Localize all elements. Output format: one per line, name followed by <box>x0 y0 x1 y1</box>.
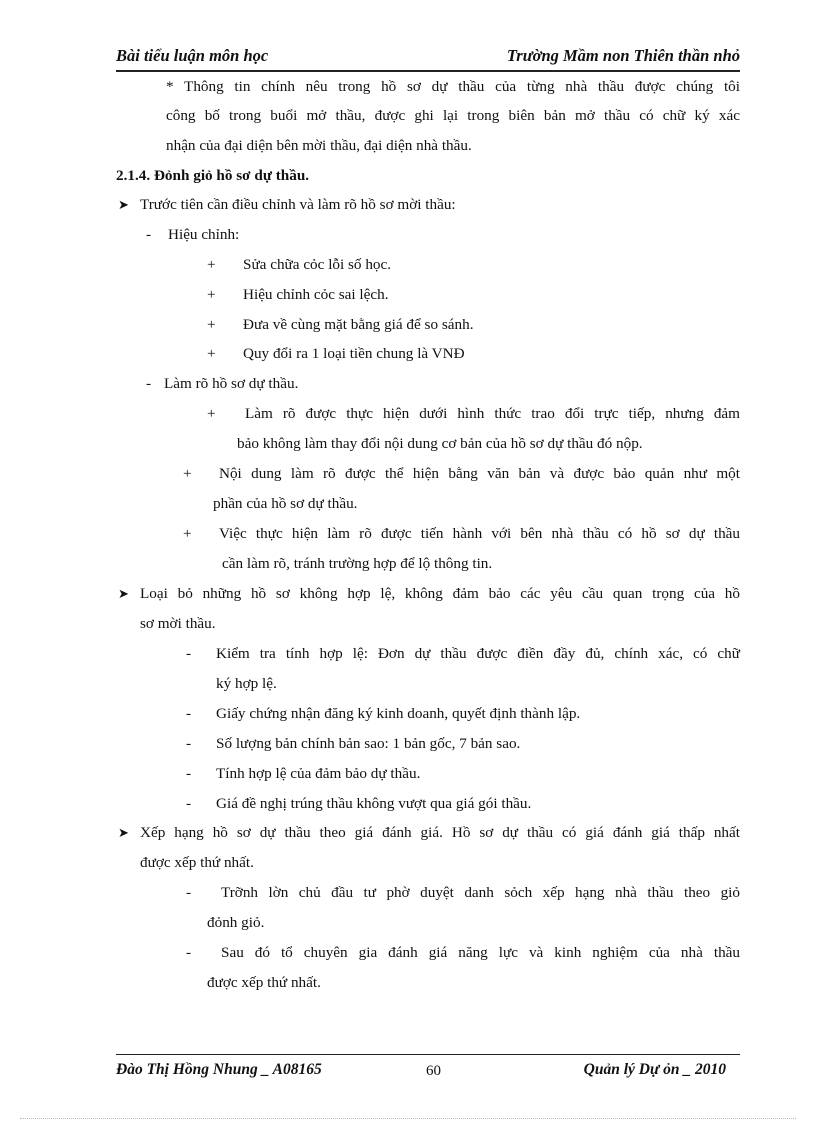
list-item: Đưa về cùng mặt bằng giá để so sánh. <box>243 316 474 333</box>
footer-author: Đào Thị Hồng Nhung _ A08165 <box>116 1061 322 1078</box>
footer-subject: Quản lý Dự ỏn _ 2010 <box>583 1061 726 1078</box>
header-school: Trường Mầm non Thiên thần nhỏ <box>506 46 740 65</box>
list-item: Tính hợp lệ của đảm bảo dự thầu. <box>216 765 421 782</box>
list-item-cont: bảo không làm thay đổi nội dung cơ bản của hồ sơ dự thầu đó nộp. <box>237 435 643 452</box>
list-item: Làm rõ được thực hiện dưới hình thức trao đổi trực tiếp, nhưng đảm <box>245 405 740 422</box>
dash-icon: - <box>186 944 192 961</box>
bullet-1-sub-1: Hiệu chỉnh: <box>168 226 240 243</box>
plus-icon: + <box>207 405 216 422</box>
plus-icon: + <box>207 316 216 333</box>
list-item: Giá đề nghị trúng thầu không vượt qua giá gói thầu. <box>216 795 532 812</box>
list-item: Kiểm tra tính hợp lệ: Đơn dự thầu được điền đầy đủ, chính xác, có chữ <box>216 645 740 662</box>
bullet-2-text: Loại bỏ những hồ sơ không hợp lệ, không đảm bảo các yêu cầu quan trọng của hồ <box>140 585 740 602</box>
arrow-bullet-icon: ➤ <box>118 825 129 840</box>
header-course: Bài tiểu luận môn học <box>116 46 269 65</box>
list-item-cont: đỏnh giỏ. <box>207 914 265 931</box>
dash-icon: - <box>186 705 192 722</box>
arrow-bullet-icon: ➤ <box>118 586 129 601</box>
bullet-1-sub-2: Làm rõ hồ sơ dự thầu. <box>164 375 299 392</box>
list-item: Nội dung làm rõ được thể hiện bằng văn bản và được bảo quản như một <box>219 465 740 482</box>
page-footer <box>116 1054 740 1085</box>
list-item: Sau đó tổ chuyên gia đánh giá năng lực và kinh nghiệm của nhà thầu <box>221 944 740 961</box>
dash-icon: - <box>186 735 192 752</box>
list-item: Hiệu chỉnh cỏc sai lệch. <box>243 286 389 303</box>
list-item: Số lượng bản chính bản sao: 1 bản gốc, 7 bản sao. <box>216 735 521 752</box>
plus-icon: + <box>183 465 192 482</box>
list-item: Sửa chữa cỏc lỗi số học. <box>243 256 392 273</box>
intro-line-3: nhận của đại diện bên mời thầu, đại diện nhà thầu. <box>166 137 472 154</box>
dash-icon: - <box>186 795 192 812</box>
arrow-bullet-icon: ➤ <box>118 197 129 212</box>
list-item-cont: ký hợp lệ. <box>216 675 277 692</box>
page-bottom-divider <box>20 1118 796 1119</box>
plus-icon: + <box>183 525 192 542</box>
bullet-3-text: Xếp hạng hồ sơ dự thầu theo giá đánh giá. Hồ sơ dự thầu có giá đánh giá thấp nhất <box>140 824 740 841</box>
list-item-cont: cần làm rõ, tránh trường hợp để lộ thông tin. <box>222 555 493 572</box>
dash-icon: - <box>146 375 152 392</box>
plus-icon: + <box>207 286 216 303</box>
dash-icon: - <box>146 226 152 243</box>
intro-line-2: công bố trong buổi mở thầu, được ghi lại trong biên bản mở thầu có chữ ký xác <box>166 107 740 124</box>
plus-icon: + <box>207 256 216 273</box>
plus-icon: + <box>207 345 216 362</box>
page-header <box>116 44 740 72</box>
list-item: Việc thực hiện làm rõ được tiến hành với bên nhà thầu có hồ sơ dự thầu <box>219 525 740 542</box>
bullet-2-text-cont: sơ mời thầu. <box>140 615 216 632</box>
list-item: Quy đổi ra 1 loại tiền chung là VNĐ <box>243 345 465 362</box>
list-item: Trỡnh lờn chủ đầu tư phờ duyệt danh sỏch xếp hạng nhà thầu theo giỏ <box>221 884 740 901</box>
section-title: 2.1.4. Đỏnh giỏ hồ sơ dự thầu. <box>116 167 310 184</box>
list-item-cont: được xếp thứ nhất. <box>207 974 321 991</box>
page-number: 60 <box>426 1063 441 1079</box>
intro-line-1: * Thông tin chính nêu trong hồ sơ dự thầu của từng nhà thầu được chúng tôi <box>166 78 740 95</box>
dash-icon: - <box>186 765 192 782</box>
bullet-1-text: Trước tiên cần điều chỉnh và làm rõ hồ sơ mời thầu: <box>140 196 456 213</box>
dash-icon: - <box>186 884 192 901</box>
list-item-cont: phần của hồ sơ dự thầu. <box>213 495 358 512</box>
bullet-3-text-cont: được xếp thứ nhất. <box>140 854 254 871</box>
list-item: Giấy chứng nhận đăng ký kinh doanh, quyết định thành lập. <box>216 705 581 722</box>
dash-icon: - <box>186 645 192 662</box>
